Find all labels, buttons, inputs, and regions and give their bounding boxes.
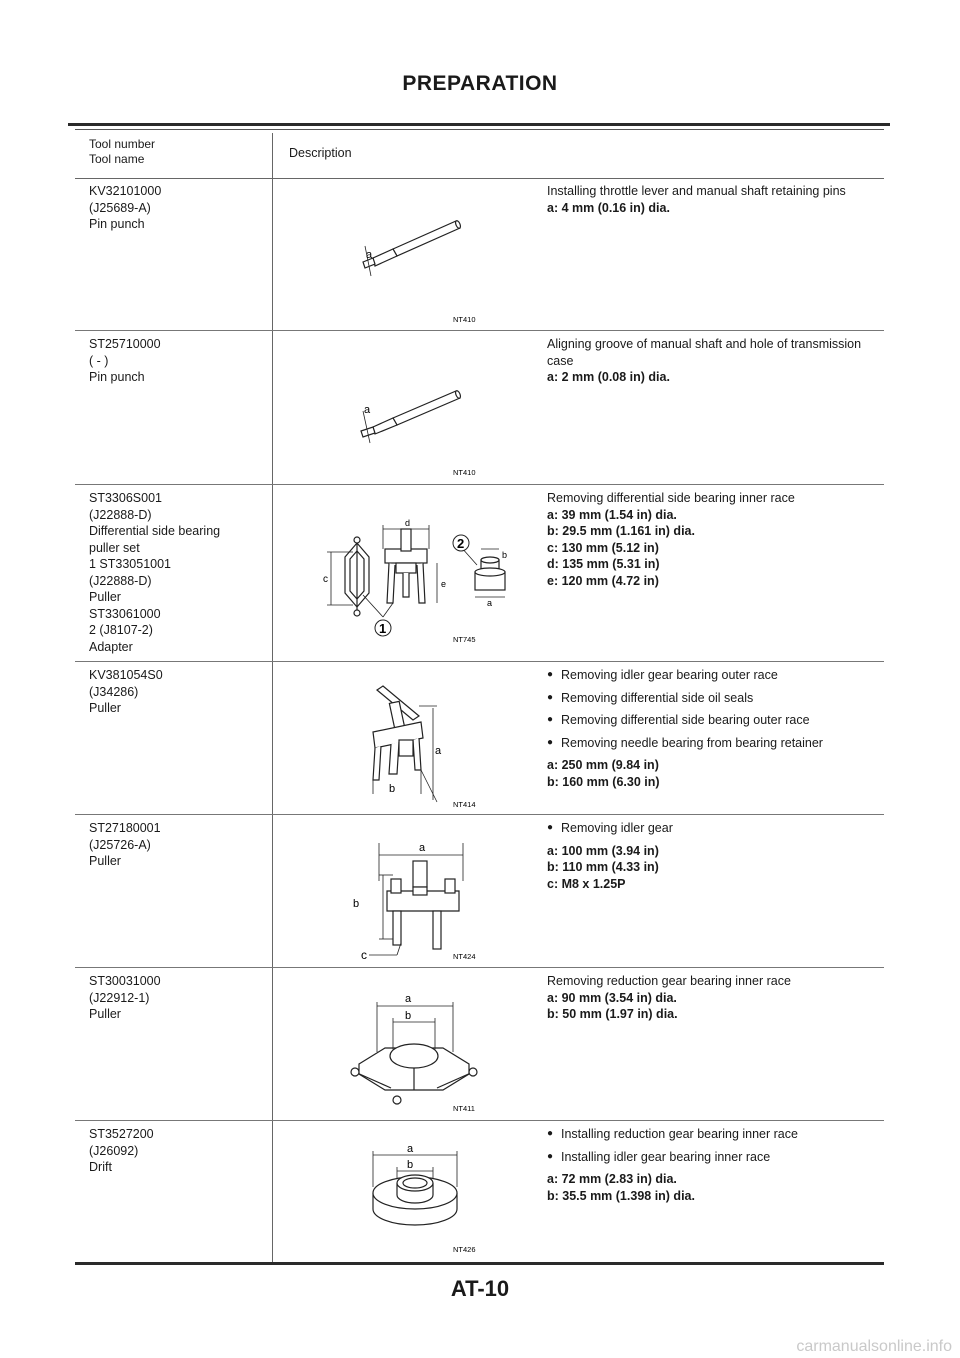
- header-rule: [68, 123, 890, 126]
- figure-label: e: [441, 579, 447, 589]
- figure-label: a: [366, 249, 373, 261]
- tool-number-alt: (J25689-A): [89, 200, 151, 215]
- tool-number: ST25710000: [89, 337, 161, 351]
- tool-id-cell: [89, 973, 279, 1023]
- page-number: AT-10: [450, 1276, 510, 1301]
- figure-code: NT414: [453, 800, 476, 809]
- table-row: [75, 968, 884, 1121]
- pin-punch-icon: [273, 178, 547, 330]
- callout-1: 1: [379, 621, 387, 636]
- header-tool-number: Tool number: [89, 137, 156, 151]
- component-number: ST33061000: [89, 606, 161, 621]
- tool-number-alt: (J34286): [89, 684, 139, 699]
- description-cell: [547, 1126, 867, 1204]
- spec-line: b: 50 mm (1.97 in) dia.: [547, 1007, 678, 1021]
- header-tool-name: Tool name: [89, 152, 145, 166]
- figure-label: a: [407, 1143, 414, 1155]
- tool-name: Pin punch: [89, 370, 145, 384]
- tool-name: Drift: [89, 1160, 112, 1174]
- spec-line: a: 72 mm (2.83 in) dia.: [547, 1172, 677, 1186]
- puller-icon: [273, 662, 547, 814]
- tool-id-cell: [89, 820, 279, 870]
- spec-line: a: 100 mm (3.94 in): [547, 843, 659, 858]
- component-number-alt: (J22888-D): [89, 573, 152, 588]
- bullet-item: ● Installing idler gear bearing inner race: [547, 1149, 867, 1166]
- spec-line: c: 130 mm (5.12 in): [547, 540, 659, 555]
- tool-id-cell: [89, 183, 279, 233]
- figure-code: NT410: [453, 468, 476, 477]
- description-cell: [547, 336, 867, 386]
- tool-name: Puller: [89, 701, 121, 715]
- spec-line: a: 250 mm (9.84 in): [547, 758, 659, 772]
- spec-line: a: 4 mm (0.16 in) dia.: [547, 200, 670, 215]
- figure-label: b: [353, 898, 360, 910]
- header-rule-thin: [75, 129, 884, 130]
- spec-line: a: 39 mm (1.54 in) dia.: [547, 507, 677, 522]
- table-header: [75, 133, 884, 179]
- figure-label: a: [435, 745, 442, 757]
- table-row: [75, 331, 884, 485]
- figure-label: b: [502, 550, 508, 560]
- description-cell: [547, 973, 867, 1023]
- gear-puller-icon: [273, 815, 547, 967]
- spec-line: c: M8 x 1.25P: [547, 876, 626, 891]
- tool-name: Puller: [89, 854, 121, 868]
- description-text: Removing reduction gear bearing inner race: [547, 974, 791, 988]
- figure-label: a: [364, 404, 371, 416]
- table-row: [75, 485, 884, 662]
- spec-line: e: 120 mm (4.72 in): [547, 573, 659, 588]
- figure-label: b: [405, 1010, 412, 1022]
- component-name: Puller: [89, 590, 121, 604]
- tool-number-alt: (J25726-A): [89, 837, 151, 852]
- tool-number: ST27180001: [89, 821, 161, 835]
- spec-line: b: 35.5 mm (1.398 in) dia.: [547, 1188, 695, 1203]
- spec-line: b: 29.5 mm (1.161 in) dia.: [547, 524, 695, 538]
- bullet-item: ● Removing differential side bearing outer race: [547, 712, 867, 729]
- figure-label: b: [407, 1159, 414, 1171]
- figure-code: NT410: [453, 315, 476, 324]
- description-text: Aligning groove of manual shaft and hole of transmission case: [547, 337, 862, 368]
- spec-line: b: 110 mm (4.33 in): [547, 860, 659, 874]
- figure-label: c: [361, 948, 367, 962]
- description-cell: [547, 667, 867, 790]
- spec-line: b: 160 mm (6.30 in): [547, 774, 660, 789]
- description-text: Removing differential side bearing inner race: [547, 491, 795, 505]
- watermark: carmanualsonline.info: [796, 1338, 952, 1355]
- tool-number-alt: ( - ): [89, 353, 109, 368]
- component-name: Adapter: [89, 639, 133, 654]
- tool-number-alt: (J26092): [89, 1143, 139, 1158]
- description-text: Installing throttle lever and manual shaft retaining pins: [547, 184, 846, 198]
- bullet-item: ● Installing reduction gear bearing inner race: [547, 1126, 867, 1143]
- component-number-alt: 2 (J8107-2): [89, 623, 153, 637]
- figure-label: a: [405, 993, 412, 1005]
- tool-number: ST30031000: [89, 974, 161, 988]
- bullet-item: ● Removing idler gear: [547, 820, 867, 837]
- figure-label: c: [323, 574, 328, 585]
- pin-punch-icon: [273, 331, 547, 484]
- tool-id-cell: [89, 336, 279, 386]
- tool-number: KV32101000: [89, 184, 162, 198]
- tool-number: ST3306S001: [89, 491, 162, 505]
- tool-number: ST3527200: [89, 1127, 154, 1141]
- footer-rule: [75, 1262, 884, 1265]
- description-cell: [547, 490, 867, 589]
- bullet-item: ● Removing idler gear bearing outer race: [547, 667, 867, 684]
- drift-icon: [273, 1121, 547, 1262]
- tool-id-cell: [89, 667, 279, 717]
- tool-number: KV381054S0: [89, 668, 163, 682]
- figure-code: NT426: [453, 1245, 476, 1254]
- table-row: [75, 662, 884, 815]
- figure-code: NT424: [453, 952, 476, 961]
- header-tool-col: [89, 137, 155, 167]
- tool-id-cell: [89, 1126, 279, 1176]
- figure-label: a: [419, 842, 426, 854]
- spec-line: a: 2 mm (0.08 in) dia.: [547, 370, 670, 384]
- description-cell: [547, 183, 867, 216]
- figure-label: d: [405, 518, 411, 528]
- bearing-splitter-icon: [273, 968, 547, 1120]
- tool-name: Differential side bearing: [89, 524, 221, 538]
- tool-id-cell: [89, 490, 279, 655]
- figure-code: NT411: [453, 1104, 475, 1113]
- table-row: [75, 815, 884, 968]
- tool-number-alt: (J22912-1): [89, 990, 150, 1005]
- component-number: 1 ST33051001: [89, 557, 172, 571]
- tool-name: Puller: [89, 1007, 121, 1021]
- tool-name: puller set: [89, 540, 140, 555]
- description-cell: [547, 820, 867, 892]
- table-row: [75, 1121, 884, 1262]
- bearing-puller-set-icon: [273, 485, 547, 661]
- header-description: Description: [289, 146, 352, 160]
- table-row: [75, 178, 884, 331]
- tool-name: Pin punch: [89, 217, 145, 231]
- figure-code: NT745: [453, 635, 476, 644]
- tool-number-alt: (J22888-D): [89, 507, 152, 522]
- bullet-item: ● Removing needle bearing from bearing retainer: [547, 735, 867, 752]
- figure-label: b: [389, 783, 396, 795]
- figure-label: a: [487, 598, 493, 608]
- page-title: PREPARATION: [402, 72, 558, 95]
- spec-line: a: 90 mm (3.54 in) dia.: [547, 990, 677, 1005]
- callout-2: 2: [457, 536, 465, 551]
- spec-line: d: 135 mm (5.31 in): [547, 557, 660, 571]
- bullet-item: ● Removing differential side oil seals: [547, 690, 867, 707]
